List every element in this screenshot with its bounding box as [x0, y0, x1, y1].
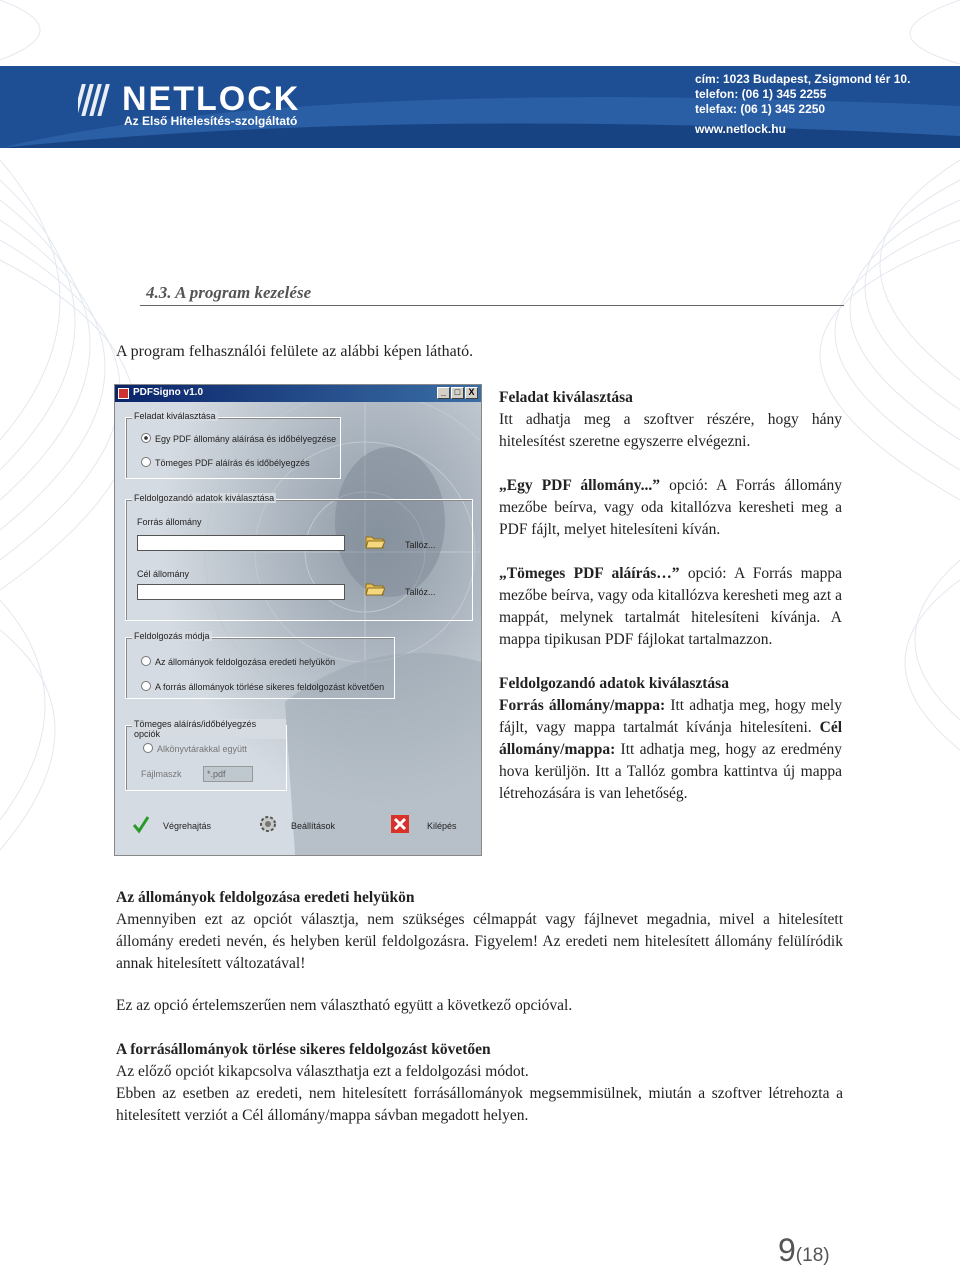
target-term: Cél állomány/mappa:	[499, 719, 843, 758]
target-label: Cél állomány	[137, 569, 190, 579]
group-input-legend: Feldolgozandó adatok kiválasztása	[134, 493, 275, 503]
section-rule	[140, 305, 844, 306]
bulk-option-name: „Tömeges PDF aláírás…”	[499, 565, 680, 582]
radio-single-label: Egy PDF állomány aláírása és időbélyegzése	[155, 434, 337, 444]
inplace-text: Amennyiben ezt az opciót választja, nem szükséges célmappát vagy fájlnevet megadnia, mivel a hitelesített állomány eredeti nevén, és helyben kerül feldolgozásra. Figyelem! Az eredeti nem hitelesített állomány felülíródik annak hitelesített változatával!	[116, 911, 843, 972]
single-option-name: „Egy PDF állomány...”	[499, 477, 661, 494]
exit-button[interactable]: Kilépés	[427, 821, 457, 831]
delete-text-1: Az előző opciót kikapcsolva választhatja ezt a feldolgozási módot.	[116, 1063, 529, 1080]
radio-delete-label: A forrás állományok törlése sikeres feldolgozást követően	[155, 682, 385, 692]
app-window	[114, 384, 482, 856]
settings-gear-icon	[257, 813, 279, 835]
folder-open-icon[interactable]	[365, 533, 385, 549]
source-label: Forrás állomány	[137, 517, 202, 527]
exit-x-icon	[391, 815, 409, 833]
maximize-button[interactable]: □	[451, 387, 464, 399]
bulk-option-text: opció: A Forrás mappa mezőbe beírva, vagy oda kitallózva keresheti meg azt a mappát, melynek tartalmát hitelesíteni kívánja. A mappa tipikusan PDF fájlokat tartalmazzon.	[499, 565, 842, 648]
radio-inplace-label: Az állományok feldolgozása eredeti helyükön	[155, 657, 336, 667]
mask-label: Fájlmaszk	[141, 769, 182, 779]
group-task	[125, 411, 341, 479]
intro-text: A program felhasználói felülete az alábbi képen látható.	[116, 343, 474, 360]
inplace-heading: Az állományok feldolgozása eredeti helyükön	[116, 889, 415, 906]
body-section-delete	[116, 1039, 843, 1127]
minimize-button[interactable]: _	[437, 387, 450, 399]
close-button[interactable]: X	[465, 387, 478, 399]
subdirs-label: Alkönyvtárakkal együtt	[157, 744, 248, 754]
task-text: Itt adhatja meg a szoftver részére, hogy hány hitelesítést szeretne egyszerre elvégezni.	[499, 411, 842, 450]
group-task-legend: Feladat kiválasztása	[134, 411, 216, 421]
body-section-inplace	[116, 887, 843, 975]
window-titlebar	[115, 385, 481, 402]
right-column	[499, 387, 842, 805]
page-current: 9	[778, 1232, 796, 1268]
source-desc: Itt adhatja meg, hogy mely fájlt, vagy mappa tartalmát kívánja hitelesíteni.	[499, 697, 842, 736]
fax: telefax: (06 1) 345 2250	[695, 102, 826, 116]
browse-source-button[interactable]: Tallóz...	[405, 540, 436, 550]
radio-bulk-pdf[interactable]	[141, 457, 310, 468]
contact-block	[695, 72, 910, 137]
group-bulk-legend: Tömeges aláírás/időbélyegzés opciók	[132, 719, 286, 739]
netlock-logo-icon	[78, 76, 118, 126]
website: www.netlock.hu	[695, 122, 786, 136]
delete-heading: A forrásállományok törlése sikeres feldolgozást követően	[116, 1041, 491, 1058]
radio-icon	[141, 681, 151, 691]
folder-open-icon[interactable]	[365, 580, 385, 596]
logo-subtitle: Az Első Hitelesítés-szolgáltató	[124, 114, 298, 128]
browse-target-button[interactable]: Tallóz...	[405, 587, 436, 597]
window-title: PDFSigno v1.0	[133, 387, 204, 398]
group-mode-legend: Feldolgozás módja	[134, 631, 210, 641]
checkmark-icon	[133, 816, 149, 834]
section-title: 4.3. A program kezelése	[146, 283, 312, 302]
target-file-input[interactable]	[137, 584, 345, 600]
settings-button[interactable]: Beállítások	[291, 821, 336, 831]
single-option-text: opció: A Forrás állomány mezőbe beírva, vagy oda kitallózva keresheti meg a PDF fájlt, melyet hitelesíteni kíván.	[499, 477, 843, 538]
radio-icon	[141, 457, 151, 467]
radio-single-pdf[interactable]	[141, 433, 336, 444]
logo-name: NETLOCK	[122, 80, 301, 118]
page-number	[778, 1232, 830, 1269]
app-icon	[118, 388, 129, 399]
input-heading: Feldolgozandó adatok kiválasztása	[499, 675, 729, 692]
body-note	[116, 995, 843, 1017]
page-total: (18)	[795, 1245, 830, 1266]
radio-inplace[interactable]	[141, 656, 335, 667]
radio-bulk-label: Tömeges PDF aláírás és időbélyegzés	[155, 458, 310, 468]
target-desc: Itt adhatja meg, hogy az eredmény hova kerüljön. Itt a Tallóz gombra kattintva új mappa létrehozására is van lehetőség.	[499, 741, 842, 802]
source-term: Forrás állomány/mappa:	[499, 697, 666, 714]
delete-text-2: Ebben az esetben az eredeti, nem hitelesített forrásállományok megsemmisülnek, miután a szoftver létrehozta a hitelesített verziót a Cél állomány/mappa sávban megadott helyen.	[116, 1085, 843, 1124]
radio-icon	[141, 656, 151, 666]
source-file-input[interactable]	[137, 535, 345, 551]
file-mask-input[interactable]: *.pdf	[203, 766, 253, 782]
checkbox-subdirs[interactable]	[143, 743, 247, 754]
radio-icon	[143, 743, 153, 753]
radio-delete-source[interactable]	[141, 681, 384, 692]
address: cím: 1023 Budapest, Zsigmond tér 10.	[695, 72, 911, 86]
task-heading: Feladat kiválasztása	[499, 389, 633, 406]
phone: telefon: (06 1) 345 2255	[695, 87, 827, 101]
run-button[interactable]: Végrehajtás	[163, 821, 212, 831]
radio-selected-icon	[141, 433, 151, 443]
note-text: Ez az opció értelemszerűen nem választható együtt a következő opcióval.	[116, 997, 573, 1014]
